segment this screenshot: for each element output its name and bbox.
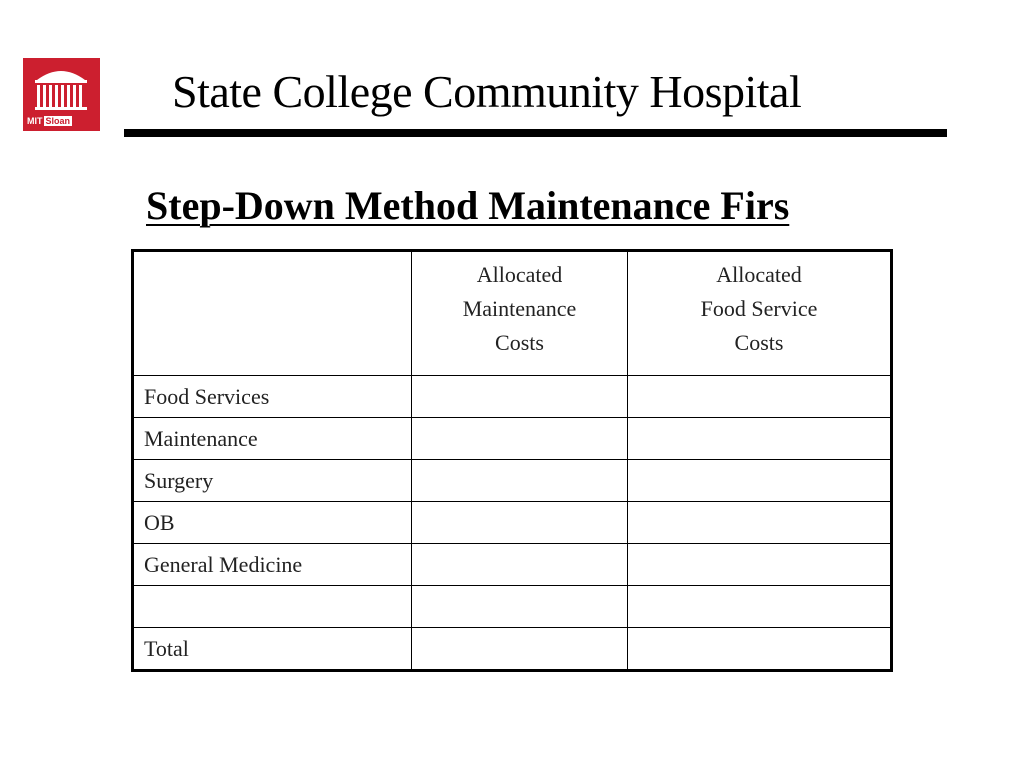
header-text: Costs [734,330,784,355]
header-text: Maintenance [462,296,577,321]
value-cell [412,586,628,628]
header-text: Food Service [700,296,818,321]
header-text: Costs [495,330,544,355]
header-cell [133,251,412,376]
slide-title: State College Community Hospital [172,66,802,117]
value-cell [628,460,892,502]
row-label: Food Services [133,376,412,418]
table-row [133,586,892,628]
table-row [133,544,892,586]
table-row [133,460,892,502]
value-cell [628,502,892,544]
table-row [133,502,892,544]
allocation-table [131,249,893,672]
value-cell [628,586,892,628]
table-row [133,628,892,671]
value-cell [412,628,628,671]
header-cell [628,251,892,376]
row-label: General Medicine [133,544,412,586]
table-row [133,376,892,418]
value-cell [628,418,892,460]
value-cell [628,544,892,586]
row-label: Maintenance [133,418,412,460]
value-cell [412,376,628,418]
slide-subtitle: Step-Down Method Maintenance Firs [146,183,790,228]
table-body [133,376,892,671]
value-cell [412,544,628,586]
row-label: Total [133,628,412,671]
value-cell [412,502,628,544]
header-text: Allocated [476,262,563,287]
value-cell [412,418,628,460]
header-text: Allocated [716,262,802,287]
value-cell [628,628,892,671]
row-label [133,586,412,628]
value-cell [628,376,892,418]
table-row [133,418,892,460]
header-row [133,251,892,376]
logo-sub: Sloan [45,116,71,126]
logo-brand: MIT [27,116,43,126]
mit-sloan-logo [23,58,100,131]
header-cell [412,251,628,376]
value-cell [412,460,628,502]
title-divider [124,129,947,137]
row-label: OB [133,502,412,544]
row-label: Surgery [133,460,412,502]
logo-wordmark [27,116,72,126]
